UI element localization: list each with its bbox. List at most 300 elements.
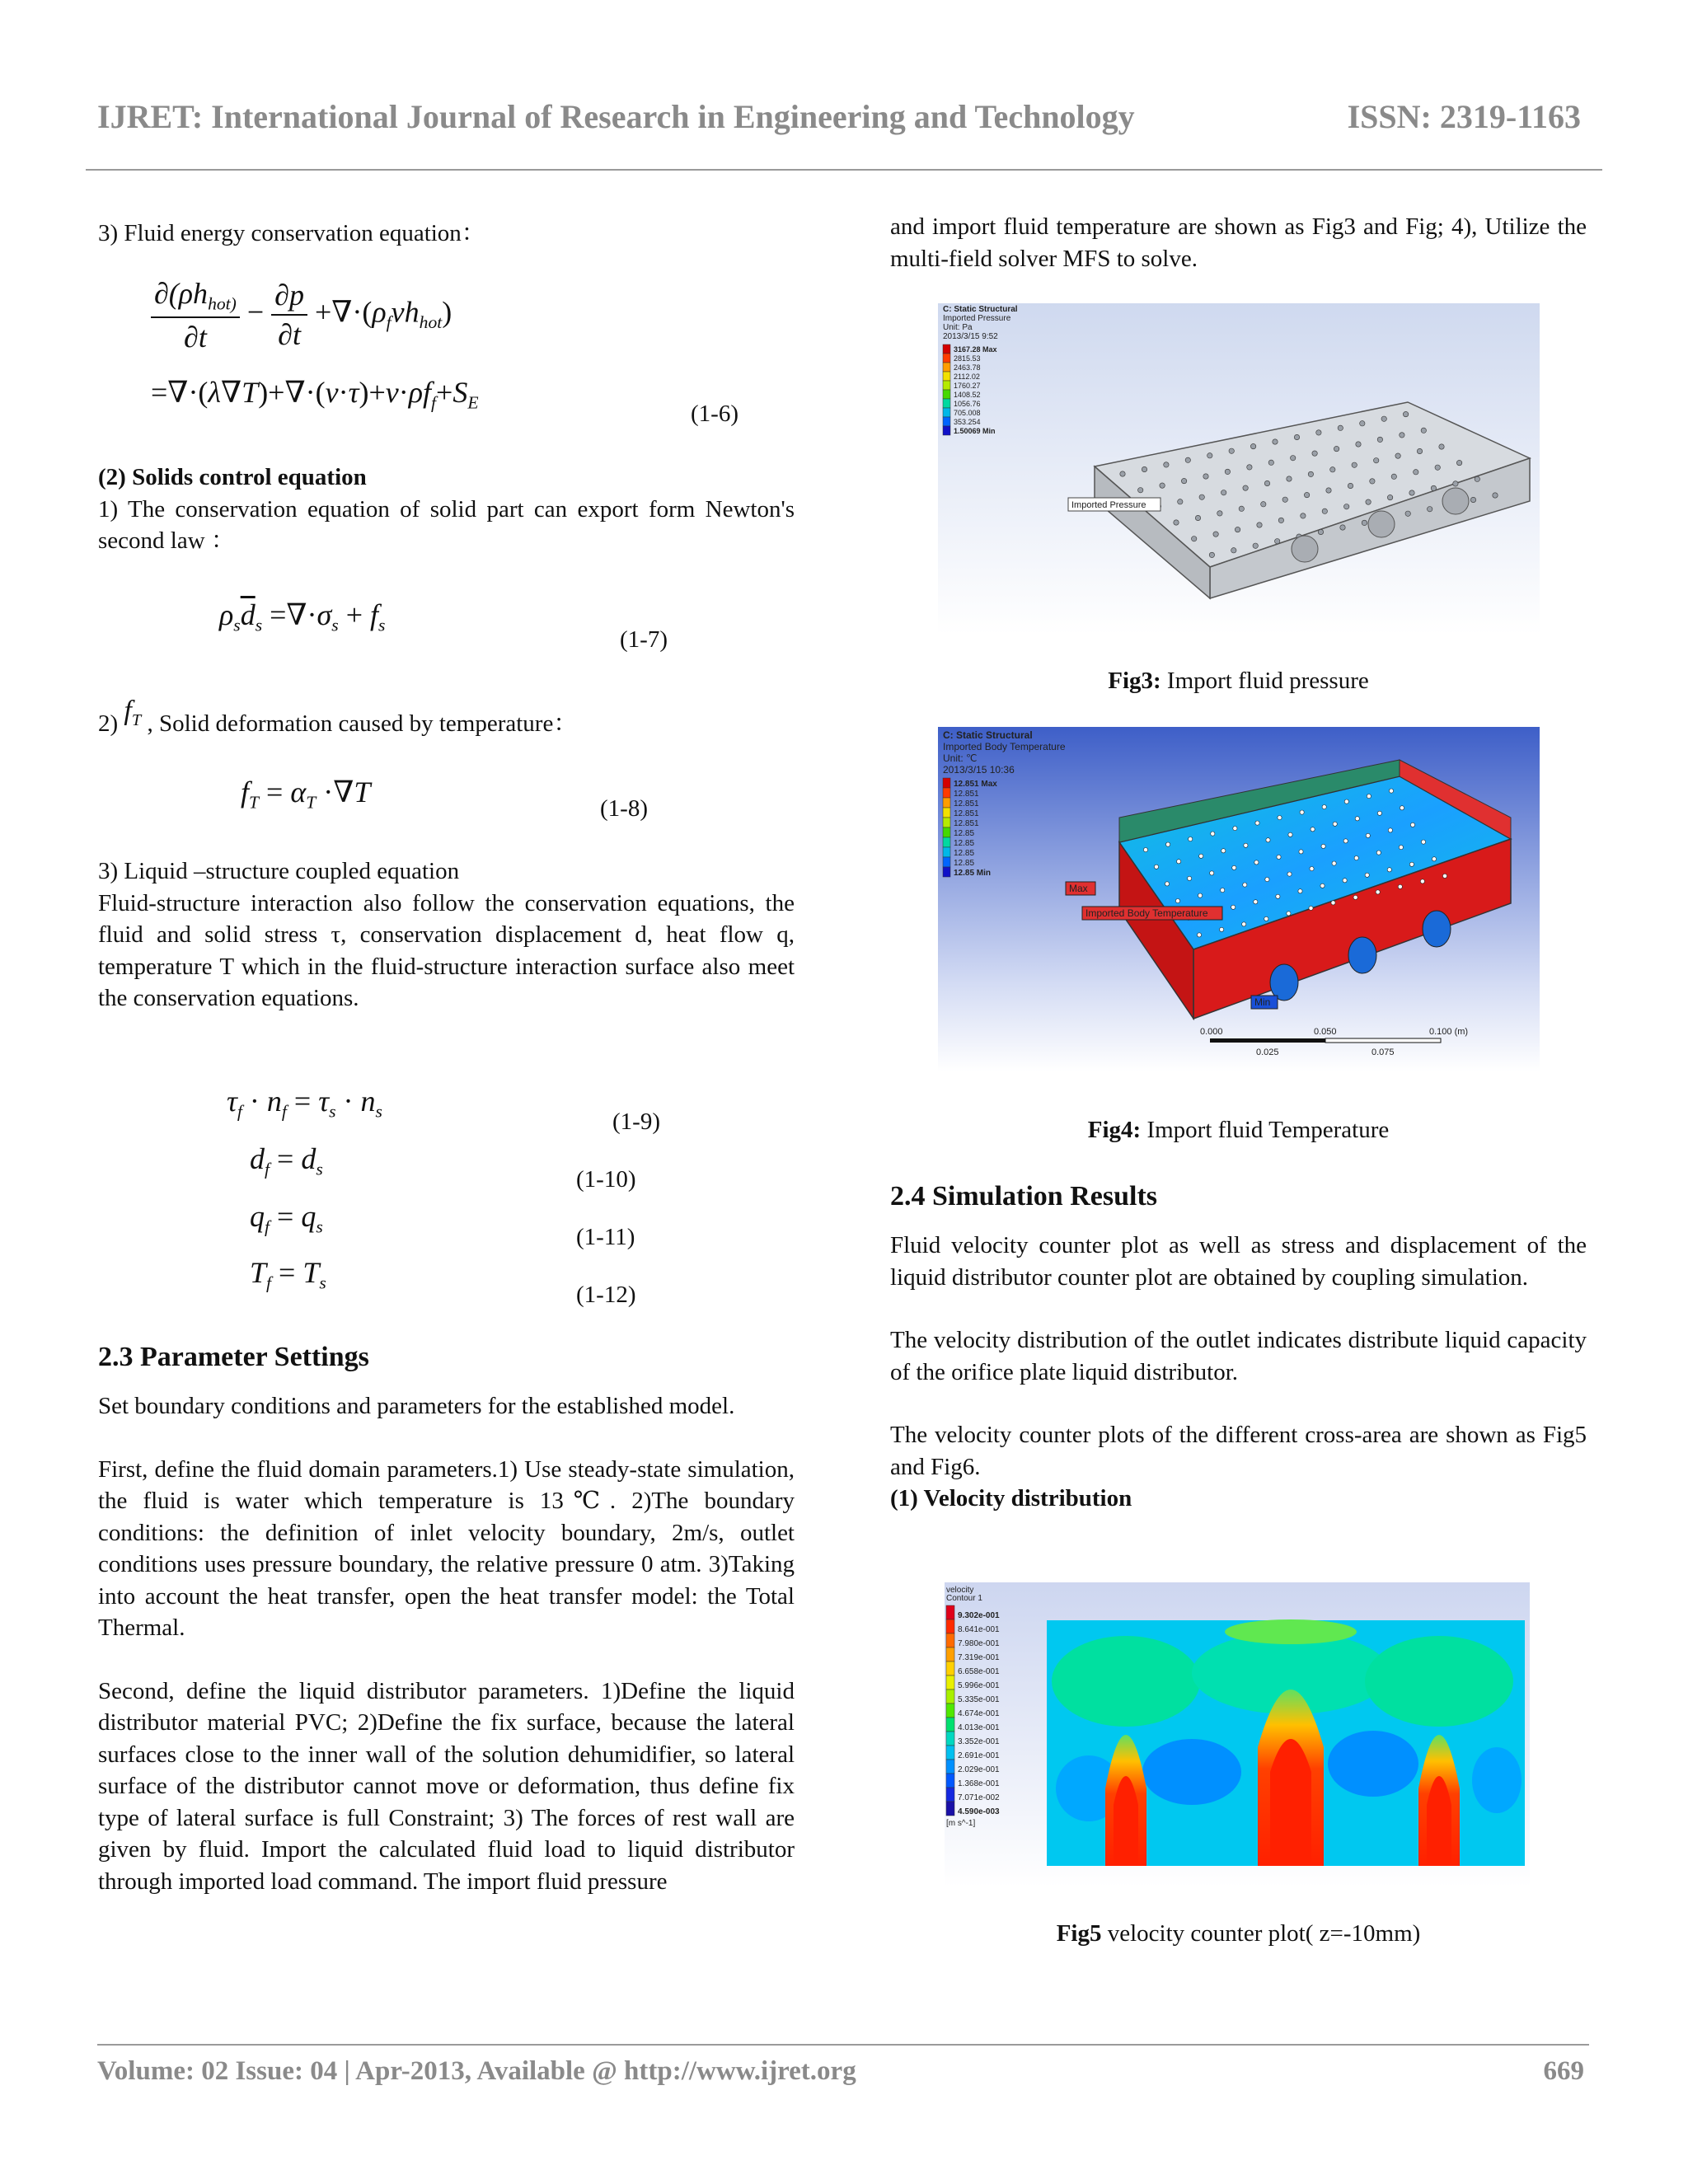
orifice-hole <box>1276 894 1280 898</box>
fig3-legend-label: 1408.52 <box>954 391 981 399</box>
fig5-legend-swatch <box>946 1802 954 1816</box>
fig3-legend-swatch <box>943 354 950 363</box>
orifice-hole <box>1175 899 1179 903</box>
fig3-legend-swatch <box>943 417 950 426</box>
orifice-hole <box>1391 474 1396 479</box>
fig4-outlet-3 <box>1423 911 1451 947</box>
fig5-legend-swatch <box>946 1732 954 1746</box>
orifice-hole <box>1377 437 1382 442</box>
left-column-text-b <box>98 855 795 1015</box>
orifice-hole <box>1344 504 1349 509</box>
orifice-hole <box>1409 862 1414 866</box>
orifice-hole <box>1352 462 1357 467</box>
issn: ISSN: 2319-1163 <box>1347 98 1581 135</box>
fig3-legend-swatch <box>943 399 950 408</box>
fig3-tag-label: Imported Pressure <box>1071 500 1146 510</box>
orifice-hole <box>1138 488 1143 493</box>
equation-1-7: $\rho_s\overline{d}_s =\nabla\cdot\sigma_s + f_s$ <box>219 598 386 635</box>
orifice-hole <box>1381 416 1386 421</box>
equation-1-9: $\tau_f \cdot n_f = \tau_s \cdot n_s$ <box>227 1085 382 1122</box>
orifice-hole <box>1221 490 1226 495</box>
orifice-hole <box>1199 854 1203 858</box>
fig5-legend-label: 4.674e-001 <box>958 1709 1000 1718</box>
orifice-hole <box>1287 476 1292 481</box>
orifice-hole <box>1343 879 1347 883</box>
orifice-hole <box>1268 460 1273 465</box>
fig4-scale-black-1 <box>1210 1038 1325 1043</box>
fig5-title-1: velocity <box>946 1586 974 1595</box>
fig5-legend-label: 7.071e-002 <box>958 1793 1000 1802</box>
orifice-hole <box>1326 488 1331 493</box>
orifice-hole <box>1399 846 1403 850</box>
orifice-hole <box>1355 817 1359 821</box>
fig5-legend-label: 1.368e-001 <box>958 1779 1000 1788</box>
fig4-legend-label: 12.85 Min <box>954 869 992 878</box>
orifice-hole <box>1362 520 1367 525</box>
orifice-hole <box>1244 843 1248 847</box>
fig4-legend-swatch <box>943 798 950 808</box>
fig4-title-2: Imported Body Temperature <box>943 741 1066 752</box>
equation-1-11: $q_f = q_s$ <box>250 1200 323 1237</box>
orifice-hole <box>1243 883 1247 887</box>
orifice-hole <box>1174 520 1179 525</box>
orifice-hole <box>1304 492 1309 497</box>
orifice-hole <box>1154 865 1158 869</box>
orifice-hole <box>1376 890 1380 894</box>
fig5-svg <box>945 1582 1530 1887</box>
fig4-legend-swatch <box>943 857 950 867</box>
orifice-hole <box>1421 840 1425 844</box>
fig5-caption <box>890 1920 1587 1947</box>
fig5-title-2: Contour 1 <box>946 1594 982 1603</box>
fig4-legend-swatch <box>943 847 950 857</box>
orifice-hole <box>1211 832 1215 836</box>
fig4-svg <box>938 727 1540 1071</box>
fig5-legend-swatch <box>946 1718 954 1732</box>
fig4-legend-label: 12.851 <box>954 809 979 818</box>
orifice-hole <box>1322 509 1327 513</box>
orifice-hole <box>1288 832 1292 837</box>
orifice-hole <box>1409 490 1414 495</box>
intro-paragraph: and import fluid temperature are shown as Fig3 and Fig; 4), Utilize the multi-field solver MFS to solve. <box>890 213 1587 272</box>
orifice-hole <box>1235 527 1240 532</box>
orifice-hole <box>1338 425 1343 430</box>
orifice-hole <box>1203 474 1208 479</box>
fig5-legend-label: 6.658e-001 <box>958 1667 1000 1676</box>
fig4-scale-025: 0.025 <box>1256 1047 1279 1057</box>
orifice-hole <box>1166 842 1170 846</box>
ft-suffix: , Solid deformation caused by temperature： <box>147 710 578 737</box>
orifice-hole <box>1209 552 1214 557</box>
orifice-hole <box>1432 857 1436 861</box>
fig4-legend-label: 12.85 <box>954 859 975 868</box>
fig4-scale-100: 0.100 (m) <box>1429 1027 1469 1037</box>
orifice-hole <box>1400 806 1404 810</box>
fig5-legend-label: 8.641e-001 <box>958 1625 1000 1634</box>
orifice-hole <box>1334 446 1339 451</box>
parameter-settings-heading: 2.3 Parameter Settings <box>98 1342 369 1372</box>
fig5-legend-label: 5.335e-001 <box>958 1695 1000 1704</box>
orifice-hole <box>1331 901 1335 905</box>
fig4-legend-label: 12.85 <box>954 849 975 858</box>
ft-prefix: 2) <box>98 710 119 737</box>
orifice-hole <box>1456 460 1461 465</box>
fig3-legend-label: 1.50069 Min <box>954 427 996 435</box>
right-intro <box>890 211 1587 274</box>
orifice-hole <box>1229 448 1234 453</box>
fig3-legend-label: 2112.02 <box>954 373 980 381</box>
orifice-hole <box>1308 471 1313 476</box>
orifice-hole <box>1189 837 1193 841</box>
fig5-contour-field <box>1047 1619 1525 1866</box>
orifice-hole <box>1421 428 1426 433</box>
orifice-hole <box>1312 451 1317 456</box>
orifice-hole <box>1356 442 1361 447</box>
orifice-hole <box>1247 465 1252 470</box>
fig3-legend-label: 1056.76 <box>954 400 981 408</box>
orifice-hole <box>1377 811 1381 815</box>
fig5-legend-label: 2.029e-001 <box>958 1765 1000 1774</box>
fig3-legend-swatch <box>943 408 950 417</box>
orifice-hole <box>1291 456 1296 461</box>
orifice-hole <box>1178 499 1183 504</box>
orifice-hole <box>1389 789 1393 793</box>
fig4-legend-swatch <box>943 837 950 847</box>
velocity-heading: (1) Velocity distribution <box>890 1485 1132 1511</box>
fig3-title-2: Imported Pressure <box>943 314 1011 323</box>
energy-eq-title: 3) Fluid energy conservation equation： <box>98 220 485 246</box>
fig5-legend-swatch <box>946 1647 954 1661</box>
fig4-title-4: 2013/3/15 10:36 <box>943 764 1015 776</box>
orifice-hole <box>1420 879 1424 883</box>
orifice-hole <box>1255 821 1259 825</box>
orifice-hole <box>1143 848 1147 852</box>
orifice-hole <box>1428 507 1432 512</box>
fig3-caption-label: Fig3: <box>1108 668 1161 694</box>
eq-number-1-6: (1-6) <box>691 401 738 427</box>
fig4-scale-white <box>1325 1038 1441 1043</box>
orifice-hole <box>1322 805 1326 809</box>
eq-number-1-7: (1-7) <box>620 626 668 653</box>
results-paragraph-1: Fluid velocity counter plot as well as stress and displacement of the liquid distributor counter plot are obtained by coupling simulation. <box>890 1232 1587 1291</box>
param-paragraph-3: Second, define the liquid distributor parameters. 1)Define the liquid distributor material PVC; 2)Define the fix surface, because the lateral surfaces close to the inner wall of the solution dehumidifier, so lateral surface of the distributor cannot move or deformation, thus define fix type of lateral surface is full Constraint; 3) The forces of rest wall are given by fluid. Import the calculated fluid load to liquid distributor through imported load command. The import fluid pressure <box>98 1677 795 1895</box>
fig4-max-label: Max <box>1069 883 1088 894</box>
orifice-hole <box>1213 532 1218 537</box>
orifice-hole <box>1287 872 1292 876</box>
fig4-min-label: Min <box>1254 996 1271 1008</box>
fig3-title-4: 2013/3/15 9:52 <box>943 332 998 341</box>
eq-number-1-8: (1-8) <box>600 795 648 822</box>
orifice-hole <box>1239 506 1244 511</box>
results-paragraph-2: The velocity distribution of the outlet indicates distribute liquid capacity of the orifice plate liquid distributor. <box>890 1327 1587 1385</box>
fig4-legend-label: 12.85 <box>954 829 975 838</box>
orifice-hole <box>1243 485 1248 490</box>
fig5-legend-swatch <box>946 1619 954 1633</box>
orifice-hole <box>1264 480 1269 485</box>
orifice-hole <box>1348 483 1353 488</box>
fig5-legend-swatch <box>946 1788 954 1802</box>
fig3-legend-swatch <box>943 381 950 390</box>
orifice-hole <box>1410 823 1414 827</box>
orifice-hole <box>1181 478 1186 483</box>
fig5-legend-label: 4.013e-001 <box>958 1723 1000 1732</box>
fig4-outlet-1 <box>1270 964 1298 1001</box>
orifice-hole <box>1332 861 1336 865</box>
orifice-hole <box>1192 537 1197 541</box>
equation-1-10: $d_f = d_s$ <box>250 1142 323 1179</box>
fig3-legend-label: 1760.27 <box>954 382 981 390</box>
fig5-legend-swatch <box>946 1746 954 1760</box>
orifice-hole <box>1316 430 1321 435</box>
fig4-tag-label: Imported Body Temperature <box>1085 907 1208 919</box>
fig4-title-3: Unit: ℃ <box>943 752 978 764</box>
fig5-caption-text: velocity counter plot( z=-10mm) <box>1101 1920 1421 1947</box>
orifice-hole <box>1220 927 1224 931</box>
orifice-hole <box>1370 479 1375 484</box>
fig3-caption <box>890 668 1587 695</box>
orifice-hole <box>1232 865 1236 869</box>
orifice-hole <box>1475 476 1479 481</box>
solids-heading: (2) Solids control equation <box>98 464 367 490</box>
fig3-legend-label: 353.254 <box>954 418 981 426</box>
orifice-hole <box>1309 906 1313 910</box>
orifice-hole <box>1250 443 1255 448</box>
orifice-hole <box>1217 511 1222 516</box>
orifice-hole <box>1242 922 1246 926</box>
orifice-hole <box>1343 839 1348 843</box>
fig4-scale-075: 0.075 <box>1372 1047 1395 1057</box>
footer-volume-info: Volume: 02 Issue: 04 | Apr-2013, Available @ http://www.ijret.org <box>97 2056 856 2086</box>
fig3-outlet-3 <box>1442 488 1469 514</box>
orifice-hole <box>1278 816 1282 820</box>
fig3-title-1: C: Static Structural <box>943 305 1018 314</box>
orifice-hole <box>1195 515 1200 520</box>
orifice-hole <box>1414 470 1418 475</box>
coupled-title: 3) Liquid –structure coupled equation <box>98 858 460 884</box>
orifice-hole <box>1320 883 1325 888</box>
fig3-legend-label: 705.008 <box>954 409 981 417</box>
orifice-hole <box>1301 513 1306 518</box>
fig4-legend-label: 12.85 <box>954 839 975 848</box>
orifice-hole <box>1366 833 1370 837</box>
header-rule <box>86 169 1602 171</box>
fig3-pressure-plot <box>938 303 1540 635</box>
orifice-hole <box>1387 494 1392 499</box>
journal-title: IJRET: International Journal of Research in Engineering and Technology <box>97 98 1135 135</box>
fig5-legend-label: 9.302e-001 <box>958 1611 1000 1620</box>
orifice-hole <box>1453 481 1458 486</box>
fig5-legend-swatch <box>946 1633 954 1647</box>
fig3-outlet-2 <box>1368 511 1395 537</box>
orifice-hole <box>1160 483 1165 488</box>
orifice-hole <box>1299 850 1303 854</box>
simulation-results-heading: 2.4 Simulation Results <box>890 1181 1157 1212</box>
fig4-legend-label: 12.851 <box>954 799 979 808</box>
coupled-paragraph: Fluid-structure interaction also follow the conservation equations, the fluid and solid stress τ, conservation displacement d, heat flow q, temperature T which in the fluid-structure interaction surface also meet the conservation equations. <box>98 889 795 1011</box>
orifice-hole <box>1354 856 1358 860</box>
fig4-legend-label: 12.851 <box>954 790 979 799</box>
orifice-hole <box>1264 916 1268 921</box>
orifice-hole <box>1165 882 1169 886</box>
fig5-legend-swatch <box>946 1774 954 1788</box>
orifice-hole <box>1398 884 1402 888</box>
orifice-hole <box>1177 860 1181 864</box>
orifice-hole <box>1366 499 1371 504</box>
fig4-legend-label: 12.851 <box>954 819 979 828</box>
fig3-title-3: Unit: Pa <box>943 323 973 332</box>
equation-1-6-line2: $=\nabla\cdot(\lambda\nabla T)+\nabla\cdot(\nu\cdot\tau)+\nu\cdot\rho f_f+S_E$ <box>151 376 479 413</box>
fig3-legend-label: 3167.28 Max <box>954 345 997 354</box>
equation-1-8: $f_T = \alpha_T \cdot\nabla T$ <box>241 776 371 813</box>
fig3-legend-swatch <box>943 426 950 435</box>
orifice-hole <box>1353 895 1357 899</box>
orifice-hole <box>1225 469 1230 474</box>
fig3-legend-swatch <box>943 344 950 354</box>
orifice-hole <box>1439 444 1444 449</box>
fig4-legend-swatch <box>943 808 950 818</box>
orifice-hole <box>1367 794 1371 799</box>
fig3-outlet-1 <box>1292 536 1318 562</box>
orifice-hole <box>1321 844 1325 848</box>
equation-1-6-line1: $\frac{\partial(\rho h_{hot)}}{\partial t}$ − $\frac{\partial p}{\partial t}$ $+\nabla\cdot(\rho_f\nu h_{hot})$ <box>151 276 452 354</box>
orifice-hole <box>1221 849 1226 853</box>
fig4-legend-label: 12.851 Max <box>954 780 997 789</box>
fig4-caption-text: Import fluid Temperature <box>1141 1117 1390 1143</box>
orifice-hole <box>1431 485 1436 490</box>
left-column-text-a <box>98 462 795 557</box>
orifice-hole <box>1275 539 1280 544</box>
fig5-legend-swatch <box>946 1605 954 1619</box>
ft-line <box>98 696 578 742</box>
orifice-hole <box>1265 878 1269 882</box>
orifice-hole <box>1311 827 1315 832</box>
orifice-hole <box>1254 900 1258 904</box>
orifice-hole <box>1395 453 1400 458</box>
orifice-hole <box>1185 457 1190 462</box>
fig5-legend-label: 5.996e-001 <box>958 1681 1000 1690</box>
fig4-outlet-2 <box>1348 937 1376 973</box>
results-paragraph-3: The velocity counter plots of the different cross-area are shown as Fig5 and Fig6. <box>890 1422 1587 1480</box>
fig3-legend-label: 2815.53 <box>954 354 981 363</box>
orifice-hole <box>1199 494 1204 499</box>
fig5-legend-label: 2.691e-001 <box>958 1751 1000 1760</box>
fig3-caption-text: Import fluid pressure <box>1160 668 1369 694</box>
orifice-hole <box>1403 411 1408 416</box>
orifice-hole <box>1261 502 1266 507</box>
fig4-legend-swatch <box>943 788 950 798</box>
fig4-scale-0: 0.000 <box>1200 1027 1223 1037</box>
orifice-hole <box>1207 453 1212 458</box>
fig3-svg <box>938 303 1540 635</box>
orifice-hole <box>1164 462 1169 467</box>
fig5-caption-label: Fig5 <box>1056 1920 1102 1947</box>
orifice-hole <box>1387 868 1391 872</box>
fig4-title-1: C: Static Structural <box>943 729 1033 741</box>
fig5-legend-swatch <box>946 1690 954 1704</box>
fig5-unit: [m s^-1] <box>946 1819 976 1828</box>
orifice-hole <box>1277 855 1281 859</box>
orifice-hole <box>1142 466 1146 471</box>
orifice-hole <box>1221 888 1225 893</box>
orifice-hole <box>1257 523 1262 527</box>
fig3-legend-swatch <box>943 363 950 372</box>
orifice-hole <box>1198 893 1203 898</box>
orifice-hole <box>1442 874 1447 878</box>
orifice-hole <box>1120 471 1125 476</box>
ft-symbol: $f_T$ <box>124 696 142 730</box>
fig4-scale-050: 0.050 <box>1314 1027 1337 1037</box>
fig4-caption-label: Fig4: <box>1087 1117 1142 1143</box>
orifice-hole <box>1417 448 1422 453</box>
orifice-hole <box>1231 548 1236 553</box>
orifice-hole <box>1405 511 1410 516</box>
fig4-temperature-plot <box>938 727 1540 1071</box>
solids-paragraph: 1) The conservation equation of solid part can export form Newton's second law ： <box>98 495 795 554</box>
fig4-legend-swatch <box>943 818 950 827</box>
orifice-hole <box>1253 543 1258 548</box>
orifice-hole <box>1400 433 1404 438</box>
fig3-legend-swatch <box>943 390 950 399</box>
orifice-hole <box>1493 493 1498 498</box>
eq-number-1-9: (1-9) <box>612 1108 660 1135</box>
orifice-hole <box>1344 799 1348 804</box>
fig5-legend-label: 7.980e-001 <box>958 1639 1000 1648</box>
fig5-legend-swatch <box>946 1704 954 1718</box>
orifice-hole <box>1365 873 1369 877</box>
footer-rule <box>97 2044 1589 2046</box>
orifice-hole <box>1294 434 1299 439</box>
orifice-hole <box>1278 518 1283 523</box>
orifice-hole <box>1435 465 1440 470</box>
orifice-hole <box>1330 467 1335 472</box>
orifice-hole <box>1282 497 1287 502</box>
orifice-hole <box>1188 876 1192 880</box>
eq-number-1-12: (1-12) <box>576 1282 636 1308</box>
param-paragraph-2: First, define the fluid domain parameters.1) Use steady-state simulation, the fluid is water which temperature is 13℃. 2)The boundary conditions: the definition of inlet velocity boundary, 2m/s, outlet conditions uses pressure boundary, the relative pressure 0 atm. 3)Taking into account the heat transfer, open the heat transfer model: the Total Thermal. <box>98 1455 795 1641</box>
left-column-text-c <box>98 1341 795 1897</box>
orifice-hole <box>1266 838 1270 842</box>
fig5-legend-label: 4.590e-003 <box>958 1807 1000 1816</box>
orifice-hole <box>1298 889 1302 893</box>
orifice-hole <box>1376 851 1381 855</box>
orifice-hole <box>1388 828 1392 832</box>
fig5-legend-swatch <box>946 1661 954 1675</box>
orifice-hole <box>1231 905 1236 909</box>
param-paragraph-1: Set boundary conditions and parameters for the established model. <box>98 1393 735 1419</box>
orifice-hole <box>1310 867 1314 871</box>
right-column-text <box>890 1180 1587 1515</box>
orifice-hole <box>1273 439 1278 444</box>
orifice-hole <box>1197 933 1201 937</box>
fig3-legend-swatch <box>943 372 950 381</box>
orifice-hole <box>1300 810 1304 814</box>
orifice-hole <box>1318 529 1323 534</box>
orifice-hole <box>1340 525 1345 530</box>
fig4-caption <box>890 1117 1587 1144</box>
orifice-hole <box>1254 860 1259 865</box>
fig4-legend-swatch <box>943 827 950 837</box>
fig5-legend-label: 3.352e-001 <box>958 1737 1000 1746</box>
orifice-hole <box>1210 871 1214 875</box>
eq-number-1-10: (1-10) <box>576 1166 636 1193</box>
fig5-legend-swatch <box>946 1760 954 1774</box>
page-number: 669 <box>1543 2056 1584 2086</box>
fig5-legend-swatch <box>946 1675 954 1690</box>
orifice-hole <box>1360 421 1365 426</box>
fig4-legend-swatch <box>943 867 950 877</box>
orifice-hole <box>1470 497 1475 502</box>
eq-number-1-11: (1-11) <box>576 1224 635 1250</box>
